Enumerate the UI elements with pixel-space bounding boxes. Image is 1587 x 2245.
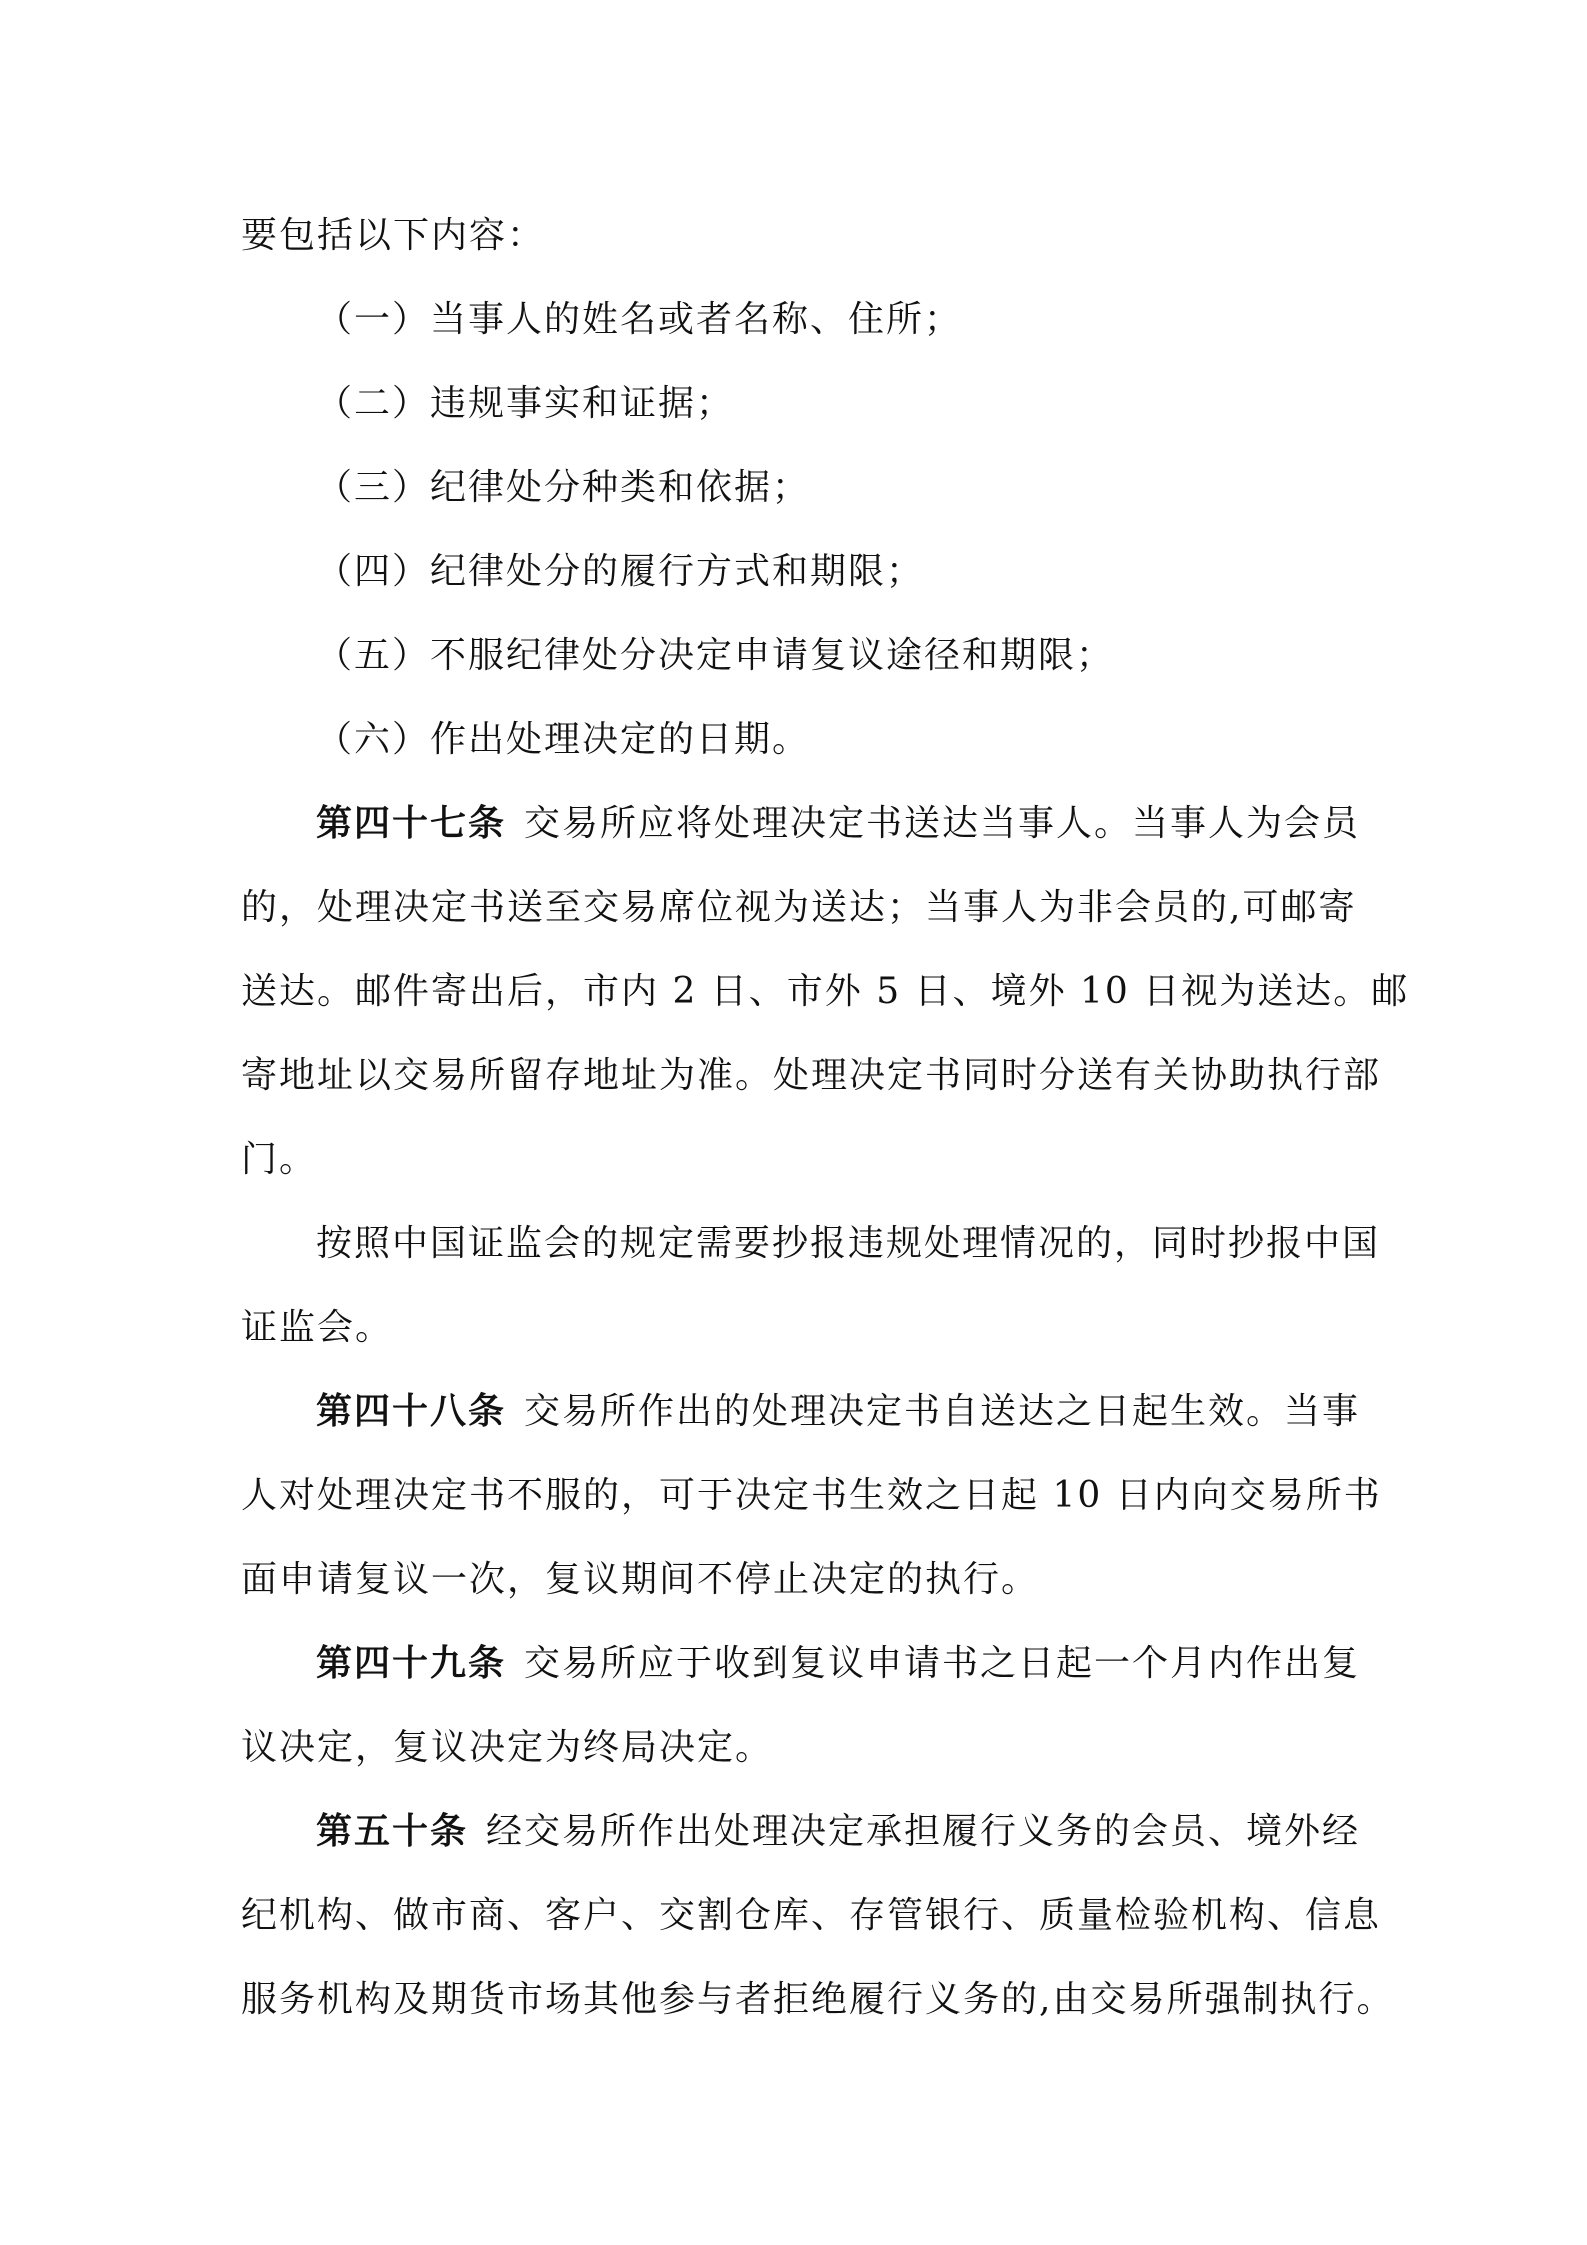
article-47-line-2: 的，处理决定书送至交易席位视为送达；当事人为非会员的,可邮寄 — [241, 887, 1357, 928]
article-48-line-2: 人对处理决定书不服的，可于决定书生效之日起 10 日内向交易所书 — [241, 1475, 1382, 1516]
article-50-title: 第五十条 — [316, 1811, 469, 1852]
article-50-line-2: 纪机构、做市商、客户、交割仓库、存管银行、质量检验机构、信息 — [241, 1895, 1382, 1936]
article-50-text: 经交易所作出处理决定承担履行义务的会员、境外经 — [486, 1811, 1361, 1852]
list-item-1: （一）当事人的姓名或者名称、住所； — [316, 299, 963, 340]
article-48-line-1 — [316, 1382, 1360, 1442]
list-item-6: （六）作出处理决定的日期。 — [316, 719, 811, 760]
article-48-title: 第四十八条 — [316, 1391, 507, 1432]
article-49-text: 交易所应于收到复议申请书之日起一个月内作出复 — [524, 1643, 1361, 1684]
article-47-line-5: 门。 — [241, 1139, 318, 1180]
article-50-line-1 — [316, 1802, 1360, 1862]
article-47-title: 第四十七条 — [316, 803, 507, 844]
article-48-text: 交易所作出的处理决定书自送达之日起生效。当事 — [524, 1391, 1361, 1432]
list-item-2: （二）违规事实和证据； — [316, 383, 735, 424]
article-49-line-2: 议决定，复议决定为终局决定。 — [241, 1727, 774, 1768]
article-47-line-3: 送达。邮件寄出后，市内 2 日、市外 5 日、境外 10 日视为送达。邮 — [241, 971, 1410, 1012]
paragraph-2-line-1: 按照中国证监会的规定需要抄报违规处理情况的，同时抄报中国 — [316, 1223, 1381, 1264]
article-48-line-3: 面申请复议一次，复议期间不停止决定的执行。 — [241, 1559, 1040, 1600]
list-item-4: （四）纪律处分的履行方式和期限； — [316, 551, 925, 592]
list-item-5: （五）不服纪律处分决定申请复议途径和期限； — [316, 635, 1115, 676]
text-line-intro: 要包括以下内容： — [241, 215, 546, 256]
article-47-line-4: 寄地址以交易所留存地址为准。处理决定书同时分送有关协助执行部 — [241, 1055, 1382, 1096]
list-item-3: （三）纪律处分种类和依据； — [316, 467, 811, 508]
article-50-line-3: 服务机构及期货市场其他参与者拒绝履行义务的,由交易所强制执行。 — [241, 1979, 1395, 2020]
article-49-title: 第四十九条 — [316, 1643, 507, 1684]
paragraph-2-line-2: 证监会。 — [241, 1307, 394, 1348]
article-47-line-1 — [316, 794, 1360, 854]
article-49-line-1 — [316, 1634, 1360, 1694]
article-47-text: 交易所应将处理决定书送达当事人。当事人为会员 — [524, 803, 1361, 844]
